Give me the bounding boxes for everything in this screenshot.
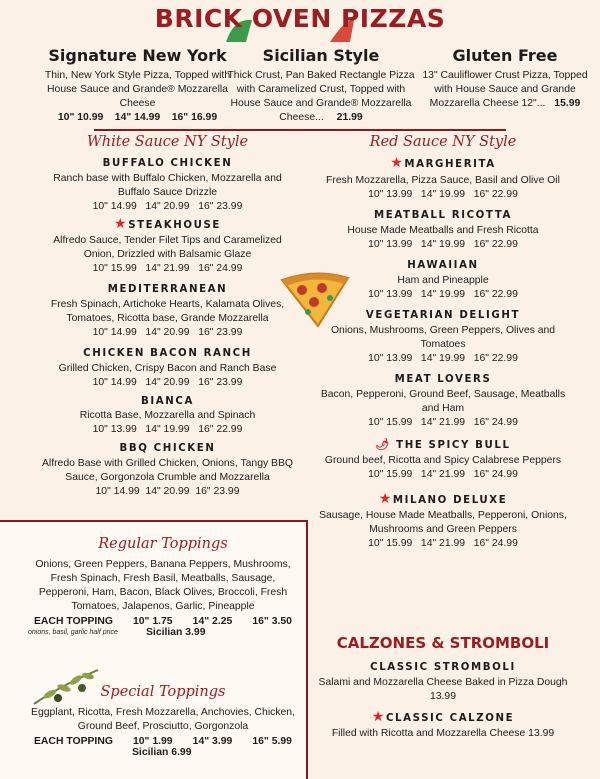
item-name: VEGETARIAN DELIGHT: [365, 310, 521, 321]
price-10: 10" 1.99: [132, 736, 173, 747]
menu-item: [318, 438, 568, 482]
item-desc: Salami and Mozzarella Cheese Baked in Pizza Dough 13.99: [318, 677, 568, 702]
style-prices: 10" 10.99 14" 14.99 16" 16.99: [57, 112, 218, 123]
item-sizes: 10" 15.99 14" 21.99 16" 24.99: [368, 538, 518, 549]
section-heading: White Sauce NY Style: [86, 134, 249, 150]
item-desc: Grilled Chicken, Crispy Bacon and Ranch Base: [58, 363, 277, 374]
menu-item: [318, 374, 568, 430]
menu-item: [40, 216, 295, 276]
item-desc: Alfredo Base with Grilled Chicken, Onions, Tangy BBQ Sauce, Gorgonzola Crumble and Mozzarella: [41, 458, 294, 483]
menu-item: [318, 155, 568, 202]
style-desc: Thick Crust, Pan Baked Rectangle Pizza with Caramelized Crust, Topped with House Sauce and Grande® Mozzarella Cheese...: [227, 70, 415, 123]
item-desc: Filled with Ricotta and Mozzarella Cheese 13.99: [331, 728, 555, 739]
item-name: CHICKEN BACON RANCH: [83, 348, 252, 359]
item-name: STEAKHOUSE: [128, 220, 221, 231]
calzones-section: [318, 634, 568, 741]
style-gluten-free: [414, 46, 596, 111]
style-price: 21.99: [336, 112, 363, 123]
red-sauce-section: [318, 134, 568, 551]
white-sauce-section: [40, 134, 295, 499]
item-sizes: 10" 14.99 14" 20.99 16" 23.99: [92, 377, 243, 388]
price-14: 14" 2.25: [192, 616, 233, 627]
menu-item: [318, 709, 568, 741]
price-16: 16" 5.99: [252, 736, 292, 747]
item-sizes: 10" 13.99 14" 19.99 16" 22.99: [368, 289, 518, 300]
item-sizes: 10" 13.99 14" 19.99 16" 22.99: [368, 353, 518, 364]
each-topping-label: EACH TOPPING: [34, 736, 113, 747]
item-desc: Alfredo Sauce, Tender Filet Tips and Caramelized Onion, Drizzled with Balsamic Glaze: [53, 235, 282, 260]
section-heading: CALZONES & STROMBOLI: [336, 634, 550, 652]
menu-item: [40, 348, 295, 390]
item-name: CLASSIC STROMBOLI: [370, 662, 516, 673]
menu-item: [40, 158, 295, 214]
toppings-note: onions, basil, garlic half price: [28, 629, 118, 636]
item-sizes: 10" 14.99 14" 20.99 16" 23.99: [95, 486, 240, 497]
page-title: BRICK OVEN PIZZAS: [154, 4, 446, 33]
item-name: MEAT LOVERS: [394, 374, 492, 385]
item-desc: Sausage, House Made Meatballs, Pepperoni, Onions, Mushrooms and Green Peppers: [319, 510, 567, 535]
item-name: BBQ CHICKEN: [119, 443, 216, 454]
item-name: MEATBALL RICOTTA: [374, 210, 512, 221]
item-sizes: 10" 14.99 14" 20.99 16" 23.99: [92, 327, 243, 338]
menu-item: [318, 491, 568, 551]
each-topping-label: EACH TOPPING: [34, 616, 113, 627]
style-desc: Thin, New York Style Pizza, Topped with House Sauce and Grande® Mozzarella Cheese: [44, 70, 231, 109]
item-name: BIANCA: [141, 396, 194, 407]
menu-item: [318, 210, 568, 252]
item-name: MEDITERRANEAN: [107, 284, 228, 295]
item-desc: Ricotta Base, Mozzarella and Spinach: [79, 410, 256, 421]
star-icon: ★: [378, 491, 393, 507]
item-name: BUFFALO CHICKEN: [102, 158, 233, 169]
menu-item: [318, 662, 568, 704]
toppings-list: Onions, Green Peppers, Banana Peppers, Mushrooms, Fresh Spinach, Fresh Basil, Meatballs, Sausage, Pepperoni, Ham, Bacon, Black Olives, Broccoli, Fresh Tomatoes, Jalapenos, Garlic, Pineapple: [35, 559, 291, 612]
item-desc: Fresh Mozzarella, Pizza Sauce, Basil and Olive Oil: [326, 175, 560, 186]
item-sizes: 10" 13.99 14" 19.99 16" 22.99: [368, 189, 518, 200]
style-price: 15.99: [554, 98, 581, 109]
menu-item: [40, 443, 295, 499]
item-sizes: 10" 13.99 14" 19.99 16" 22.99: [368, 239, 518, 250]
item-name: THE SPICY BULL: [396, 440, 511, 451]
item-name: HAWAIIAN: [407, 260, 479, 271]
toppings-list: Eggplant, Ricotta, Fresh Mozzarella, Anchovies, Chicken, Ground Beef, Prosciutto, Gorgonzola: [31, 707, 295, 732]
price-16: 16" 3.50: [252, 616, 292, 627]
item-desc: Ham and Pineapple: [397, 275, 489, 286]
price-14: 14" 3.99: [192, 736, 233, 747]
style-sicilian: [226, 46, 416, 125]
section-heading: Special Toppings: [100, 684, 226, 700]
style-desc: 13" Cauliflower Crust Pizza, Topped with House Sauce and Grande Mozzarella Cheese 12"...: [422, 70, 588, 109]
menu-item: [40, 284, 295, 340]
section-heading: Red Sauce NY Style: [369, 134, 517, 150]
style-signature-ny: [40, 46, 235, 125]
item-sizes: 10" 15.99 14" 21.99 16" 24.99: [92, 263, 243, 274]
item-sizes: 10" 14.99 14" 20.99 16" 23.99: [92, 201, 243, 212]
item-desc: Ranch base with Buffalo Chicken, Mozzarella and Buffalo Sauce Drizzle: [53, 173, 282, 198]
star-icon: ★: [390, 155, 405, 171]
menu-item: [318, 310, 568, 366]
star-icon: ★: [371, 709, 386, 725]
style-name: Signature New York: [48, 46, 227, 65]
special-toppings-section: [28, 684, 298, 758]
chili-pepper-icon: 🌶: [375, 438, 391, 451]
price-10: 10" 1.75: [132, 616, 173, 627]
divider-line: [94, 129, 506, 131]
menu-item: [318, 260, 568, 302]
item-name: CLASSIC CALZONE: [385, 713, 515, 724]
star-icon: ★: [114, 216, 129, 232]
style-name: Gluten Free: [452, 46, 558, 65]
item-sizes: 10" 13.99 14" 19.99 16" 22.99: [92, 424, 243, 435]
section-heading: Regular Toppings: [98, 536, 228, 552]
menu-item: [40, 396, 295, 437]
item-desc: Fresh Spinach, Artichoke Hearts, Kalamata Olives, Tomatoes, Ricotta base, Grande Mozzarella: [50, 299, 285, 324]
item-name: MARGHERITA: [404, 159, 496, 170]
item-desc: Ground beef, Ricotta and Spicy Calabrese Peppers: [324, 455, 562, 466]
item-desc: House Made Meatballs and Fresh Ricotta: [347, 225, 539, 236]
item-sizes: 10" 15.99 14" 21.99 16" 24.99: [368, 469, 518, 480]
item-desc: Onions, Mushrooms, Green Peppers, Olives and Tomatoes: [330, 325, 556, 350]
item-name: MILANO DELUXE: [392, 495, 508, 506]
sicilian-price: Sicilian 6.99: [132, 747, 192, 758]
regular-toppings-section: [28, 536, 298, 638]
sicilian-price: Sicilian 3.99: [146, 627, 206, 638]
item-desc: Bacon, Pepperoni, Ground Beef, Sausage, Meatballs and Ham: [320, 389, 566, 414]
item-sizes: 10" 15.99 14" 21.99 16" 24.99: [368, 417, 518, 428]
style-name: Sicilian Style: [262, 46, 380, 65]
